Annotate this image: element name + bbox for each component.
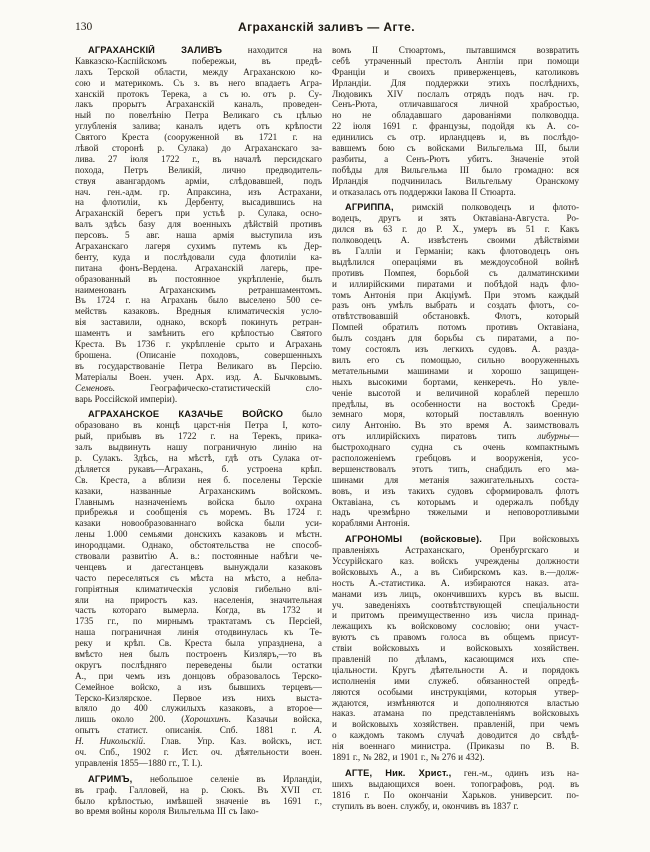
text-line: А., при чемъ изъ донцовъ образовалось Терско- — [75, 670, 322, 681]
text-line: и войсковыхъ хозяйствен. правленій, при чемъ — [332, 719, 579, 730]
text-line: войсковыхъ А., а въ Сибирскомъ каз. в.—долж- — [332, 566, 579, 577]
text-line: лива. 27 іюля 1722 г., въ началѣ персидскаго — [75, 153, 322, 164]
text-line: АГРАХАНСКІЙ ЗАЛИВЪ находится на — [88, 45, 322, 55]
text-line: Кавказско-Каспійскомъ побережьи, въ предѣ- — [75, 55, 322, 66]
text-line: кораблями Антонія. — [332, 518, 410, 529]
entry-headword: АГРИППА, — [345, 202, 394, 213]
right-column — [332, 45, 579, 817]
text-line: Креста. Въ 1736 г. укрѣпленіе срыто и Аграхань — [75, 339, 322, 350]
text-line: АГРАХАНСКОЕ КАЗАЧЬЕ ВОЙСКО было — [88, 409, 322, 420]
text-line: расположеніемъ гребцовъ и вооруженія, усо- — [332, 452, 579, 463]
text-line: прибрежья и сообщенія съ моремъ. Въ 1724 г. — [75, 507, 322, 518]
text-line: валъ здѣсь базу для военныхъ дѣйствій противъ — [75, 219, 322, 230]
text-line: земнаго моря, который поставлялъ военную — [332, 409, 579, 420]
text-line: наименованъ Аграханскимъ ретраншаментомъ. — [75, 284, 322, 295]
text-line: разъ онъ умѣлъ выбрать и создать флотъ, со- — [332, 300, 579, 311]
entry-headword: АГРИМЪ, — [88, 773, 133, 784]
text-line: ный по повелѣнію Петра Великаго съ цѣлью — [75, 110, 322, 121]
text-line: тому состоялъ изъ легкихъ судовъ. А. разда- — [332, 344, 579, 355]
entry-headword: АГРАХАНСКІЙ ЗАЛИВЪ — [88, 45, 223, 55]
entry-paragraph — [332, 534, 579, 763]
text-line: шаментъ и замѣнить его крѣпостью Святого — [75, 328, 322, 339]
text-line: въ Галліи и Германіи; какъ флотоводецъ онъ — [332, 246, 579, 257]
text-line: противъ Помпея, борьбой съ далматинскими — [332, 267, 579, 278]
text-line: быстроходнаго судна съ очень компактнымъ — [332, 442, 579, 453]
text-line: ствуя авангардомъ арміи, слѣдовавшей, подъ — [75, 175, 322, 186]
text-line: лакъ прорытъ Аграханскій каналъ, проведен- — [75, 99, 322, 110]
text-line: исполненія ими служеб. обязанностей опредѣ- — [332, 675, 579, 686]
text-line: вмѣсто нея былъ построенъ Кизляръ,—то въ — [75, 648, 322, 659]
text-line: наша пограничная линія отодвинулась къ Те- — [75, 627, 322, 638]
text-line: Ирландія подчинилась Вильгельму Оранскому — [332, 175, 579, 186]
text-line: казаки, названные Аграханскимъ войскомъ. — [75, 485, 322, 496]
entry-paragraph — [332, 768, 579, 812]
text-line: дѣляется рукавъ—Аграхань, б. устроена крѣп. — [75, 463, 322, 474]
text-line: отъ иллирійскихъ пиратовъ типъ либурны— — [332, 431, 579, 442]
entry-paragraph — [332, 45, 579, 197]
text-line: дился въ 63 г. до Р. Х., умеръ въ 51 г. Какъ — [332, 224, 579, 235]
text-line: вавшемъ бою съ войсками Вильгельма III, были — [332, 143, 579, 154]
text-line: опытъ статист. описанія. Спб. 1881 г. А. — [75, 725, 322, 736]
left-column — [75, 45, 322, 817]
italic-reference: либурны — [537, 431, 570, 442]
text-line: углубленія залива; каналъ идетъ отъ крѣпости — [75, 121, 322, 132]
entry-paragraph — [332, 202, 579, 529]
text-line: уч. заведеніяхъ соотвѣтствующей спеціальности — [332, 599, 579, 610]
text-line: Помпей обратилъ потомъ противъ Октавіана, — [332, 322, 579, 333]
entry-headword: АГРАХАНСКОЕ КАЗАЧЬЕ ВОЙСКО — [88, 409, 284, 420]
running-title: Аграханскій заливъ — Агте. — [238, 20, 415, 34]
text-line: вовъ, и изъ такихъ судовъ сформировалъ флотъ — [332, 485, 579, 496]
text-line: побѣды для Вильгельма III было громадно: вся — [332, 164, 579, 175]
text-line: правленій по дѣламъ, касающимся ихъ спе- — [332, 653, 579, 664]
text-line: ствіи войсковыхъ и войсковыхъ хозяйствен. — [332, 643, 579, 654]
text-line: томъ Антонія при Акціумѣ. При этомъ каждый — [332, 289, 579, 300]
text-line: реку и крѣп. Св. Креста была упразднена, а — [75, 638, 322, 649]
page-number: 130 — [75, 21, 93, 33]
text-line: нія военнаго министра. (Приказы по В. В. — [332, 741, 579, 752]
text-line: манами изъ лицъ, окончившихъ курсъ въ высш. — [332, 588, 579, 599]
text-line: Ирландіи. Для поддержки этихъ послѣднихъ, — [332, 77, 579, 88]
text-line: залъ выдвинуть нашу пограничную линію на — [75, 442, 322, 453]
text-line: Людовикъ XIV послалъ отрядъ подъ нач. гр. — [332, 88, 579, 99]
text-line: Октавіана, съ которымъ и одержалъ побѣду — [332, 496, 579, 507]
text-line: шинами для метанія зажигательныхъ соста- — [332, 474, 579, 485]
text-line: вершенствовалъ этотъ типъ, снабдилъ его ма- — [332, 463, 579, 474]
text-line: АГРИППА, римскій полководецъ и флото- — [345, 202, 579, 213]
text-line: правленіяхъ Астраханскаго, Оренбургскаго и — [332, 545, 579, 556]
text-line: нач. ген.-адм. гр. Апраксина, изъ Астрахани, — [75, 186, 322, 197]
text-line: Въ 1724 г. на Аграхань было выселено 500 се- — [75, 295, 322, 306]
text-line: было крѣпостью, имѣвшей значеніе въ 1691 г., — [75, 795, 322, 806]
text-line: ченцевъ и дагестанцевъ вынуждали казаковъ — [75, 561, 322, 572]
text-line: шихъ выдающихся воен. топографовъ, род. въ — [332, 778, 579, 789]
text-line: варь Россійской имперіи). — [75, 393, 178, 404]
text-line: персовъ. 5 авг. наша армія выступила изъ — [75, 230, 322, 241]
text-line: лишь около 200. (Хорошхинъ. Казачьи войска, — [75, 714, 322, 725]
text-line: былъ созданъ для борьбы съ пиратами, а по- — [332, 333, 579, 344]
text-line: р. Сулакъ. Здѣсь, на мѣстѣ, гдѣ отъ Сулака от- — [75, 452, 322, 463]
text-line: въ граф. Галловей, на р. Сюкъ. Въ XVII ст. — [75, 784, 322, 795]
text-line: АГТЕ, Ник. Христ., ген.-м., одинъ изъ на- — [345, 767, 579, 778]
text-line: лежащихъ къ войсковому сословію; они участ- — [332, 621, 579, 632]
text-line: образовано въ концѣ царст-нія Петра I, кото- — [75, 420, 322, 431]
text-line: АГРИМЪ, небольшое селеніе въ Ирландіи, — [88, 773, 322, 784]
text-line: на флотиліи, къ Дербенту, высадившись на — [75, 197, 322, 208]
text-line: Н. Никольскій. Глав. Упр. Каз. войскъ, ист. — [75, 736, 322, 747]
text-line: и притомъ преимущественно изъ числа принад- — [332, 610, 579, 621]
text-line: наказ. атамана по представленіямъ войсковыхъ — [332, 708, 579, 719]
text-line: выдѣлился операціями въ междоусобной войнѣ — [332, 256, 579, 267]
text-line: мействъ казаковъ. Вредныя климатическія усло- — [75, 306, 322, 317]
entry-paragraph — [75, 774, 322, 818]
text-line: Семейное войско, а изъ бывшихъ терцевъ— — [75, 681, 322, 692]
text-line: Св. Креста, а вблизи нея б. поселены Терскіе — [75, 474, 322, 485]
text-line: Сенъ-Рюта, отличавшагося личной храбростью, — [332, 99, 579, 110]
text-line: Главнымъ назначеніемъ войска было охрана — [75, 496, 322, 507]
italic-reference: Хорошхинъ — [184, 714, 229, 725]
text-line: казаки новообразованнаго войска были уси- — [75, 518, 322, 529]
text-line: управленія 1855—1880 гг., Т. I.). — [75, 757, 203, 768]
text-line: въ государствованіе Петра Великаго въ Персію. — [75, 360, 322, 371]
text-line: оч. Спб., 1902 г. Ист. оч. дѣятельности воен. — [75, 747, 322, 757]
text-line: лахъ Терской области, между Аграханскою ко- — [75, 66, 322, 77]
entry-headword: АГТЕ, Ник. Христ., — [345, 767, 452, 778]
text-line: ханскій протокъ Терека, а съ ю. отъ р. Су- — [75, 88, 322, 99]
text-line: о каждомъ такомъ случаѣ доводится до свѣдѣ- — [332, 730, 579, 741]
text-line: Святого Креста (сооруженной въ 1721 г. на — [75, 132, 322, 143]
text-line: часть котораго вымерла. Когда, въ 1732 и — [75, 605, 322, 616]
text-line: Франціи и своихъ приверженцевъ, католиковъ — [332, 66, 579, 77]
text-line: водецъ, другъ и зять Октавіана-Августа. Ро- — [332, 213, 579, 224]
text-line: ступилъ въ воен. службу, и, окончивъ въ 1837 г. — [332, 800, 519, 811]
text-line: метательными машинами и хорошо защищен- — [332, 365, 579, 376]
text-line: ціальности. Кругъ дѣятельности А. и порядокъ — [332, 664, 579, 675]
text-line: ляются особыми инструкціями, которыя утвер- — [332, 686, 579, 697]
text-line: отвѣтствовавшій обстановкѣ. Флотъ, который — [332, 311, 579, 322]
entry-paragraph — [75, 45, 322, 404]
text-line: полководецъ А. извѣстенъ своими дѣйствіями — [332, 235, 579, 246]
text-line: питана фонъ-Вердена. Аграханскій лагерь, пре- — [75, 262, 322, 273]
text-line: часто переселяться съ мѣста на мѣсто, а небла- — [75, 572, 322, 583]
text-line: 1891 г., № 282, и 1901 г., № 276 и 432). — [332, 752, 485, 762]
text-line: и отказалась отъ поддержки Іакова II Стюарта. — [332, 186, 516, 197]
text-line: АГРОНОМЫ (войсковые). При войсковыхъ — [345, 534, 579, 545]
text-line: ждаются, измѣняются и дополняются властью — [332, 697, 579, 708]
text-line: ствовали развитію А. в.: постоянные набѣги че- — [75, 550, 322, 561]
text-line: инородцами. Однако, обстоятельства не способ- — [75, 540, 322, 551]
text-line: разбиты, а Сенъ-Рютъ убитъ. Значеніе этой — [332, 153, 579, 164]
text-line: похода, Петръ Великій, лично предводитель- — [75, 164, 322, 175]
text-line: Семеновъ. Географическо-статистическій сло- — [75, 382, 322, 393]
text-line: ченіе высотой и величиной кораблей перешло — [332, 387, 579, 398]
text-line: вія заставили, однако, вскорѣ покинуть ретран- — [75, 317, 322, 328]
text-line: 22 іюля 1691 г. французы, подойдя къ А. со- — [332, 121, 579, 132]
entry-headword: АГРОНОМЫ (войсковые). — [345, 534, 482, 545]
text-line: сою и материкомъ. Съ з. въ него впадаетъ Агра- — [75, 77, 322, 88]
text-line: единились съ отр. ирландцевъ и, въ послѣдо- — [332, 132, 579, 143]
text-line: яли на приростъ каз. населенія, значительная — [75, 594, 322, 605]
text-line: Аграханскій берегъ при устьѣ р. Сулака, осно- — [75, 208, 322, 219]
text-line: гопріятныя климатическія условія гибельно влі- — [75, 583, 322, 594]
entry-paragraph — [75, 409, 322, 768]
text-line: Уссурійскаго каз. войскъ учреждены должности — [332, 555, 579, 566]
text-line: предѣлы, въ особенности на востокѣ Среди- — [332, 398, 579, 409]
text-line: Аграханскаго лагеря сухимъ путемъ къ Дер- — [75, 241, 322, 252]
text-line: образованный въ постоянное укрѣпленіе, былъ — [75, 273, 322, 284]
text-line: 1816 г. По окончаніи Харьков. университ. по- — [332, 789, 579, 800]
text-line: Терско-Кизлярское. Первое изъ нихъ выста- — [75, 692, 322, 703]
text-line: и иллирійскими пиратами и побѣдой надъ фло- — [332, 278, 579, 289]
italic-reference: Семеновъ. — [75, 382, 116, 393]
text-line: брошена. (Описаніе походовъ, совершенныхъ — [75, 349, 322, 360]
text-line: лѣвой сторонѣ р. Сулака) до Аграханскаго за- — [75, 143, 322, 154]
text-line: ныхъ высокими бортами, кенкеречъ. Но увле- — [332, 376, 579, 387]
text-line: рый, прибывъ въ 1722 г. на Терекъ, прика- — [75, 431, 322, 442]
text-line: себѣ утраченный престолъ Англіи при помощи — [332, 55, 579, 66]
text-line: Матеріалы Воен. учен. Арх. изд. А. Бычковымъ. — [75, 371, 322, 382]
italic-reference: А. — [314, 725, 322, 736]
page-header — [75, 20, 578, 36]
text-line: силу Антонію. Въ это время А. заимствовалъ — [332, 420, 579, 431]
text-line: вомъ II Стюартомъ, пытавшимся возвратить — [332, 45, 579, 55]
text-line: вилъ его съ помощью, сильно вооруженныхъ — [332, 354, 579, 365]
text-line: бенту, куда и послѣдовали суда флотиліи ка- — [75, 251, 322, 262]
text-line: во время войны короля Вильгельма III съ Іако- — [75, 806, 259, 817]
text-line: надъ чрезмѣрно тяжелыми и неповоротливыми — [332, 507, 579, 518]
italic-reference: Н. Никольскій — [75, 736, 144, 747]
text-line: но не обладавшаго дарованіями полководца. — [332, 110, 579, 121]
text-line: вуютъ съ правомъ голоса въ общемъ присут- — [332, 632, 579, 643]
text-line: округъ послѣдняго переведены были остатки — [75, 659, 322, 670]
text-columns — [75, 45, 579, 817]
text-line: лены 1.000 семьями донскихъ казаковъ и мѣстн. — [75, 529, 322, 540]
text-line: вляло до 400 служилыхъ казаковъ, а второе— — [75, 703, 322, 714]
text-line: ность А.-статистика. А. избираются наказ. ата- — [332, 577, 579, 588]
text-line: 1735 гг., по мирнымъ трактатамъ съ Персіей, — [75, 616, 322, 627]
